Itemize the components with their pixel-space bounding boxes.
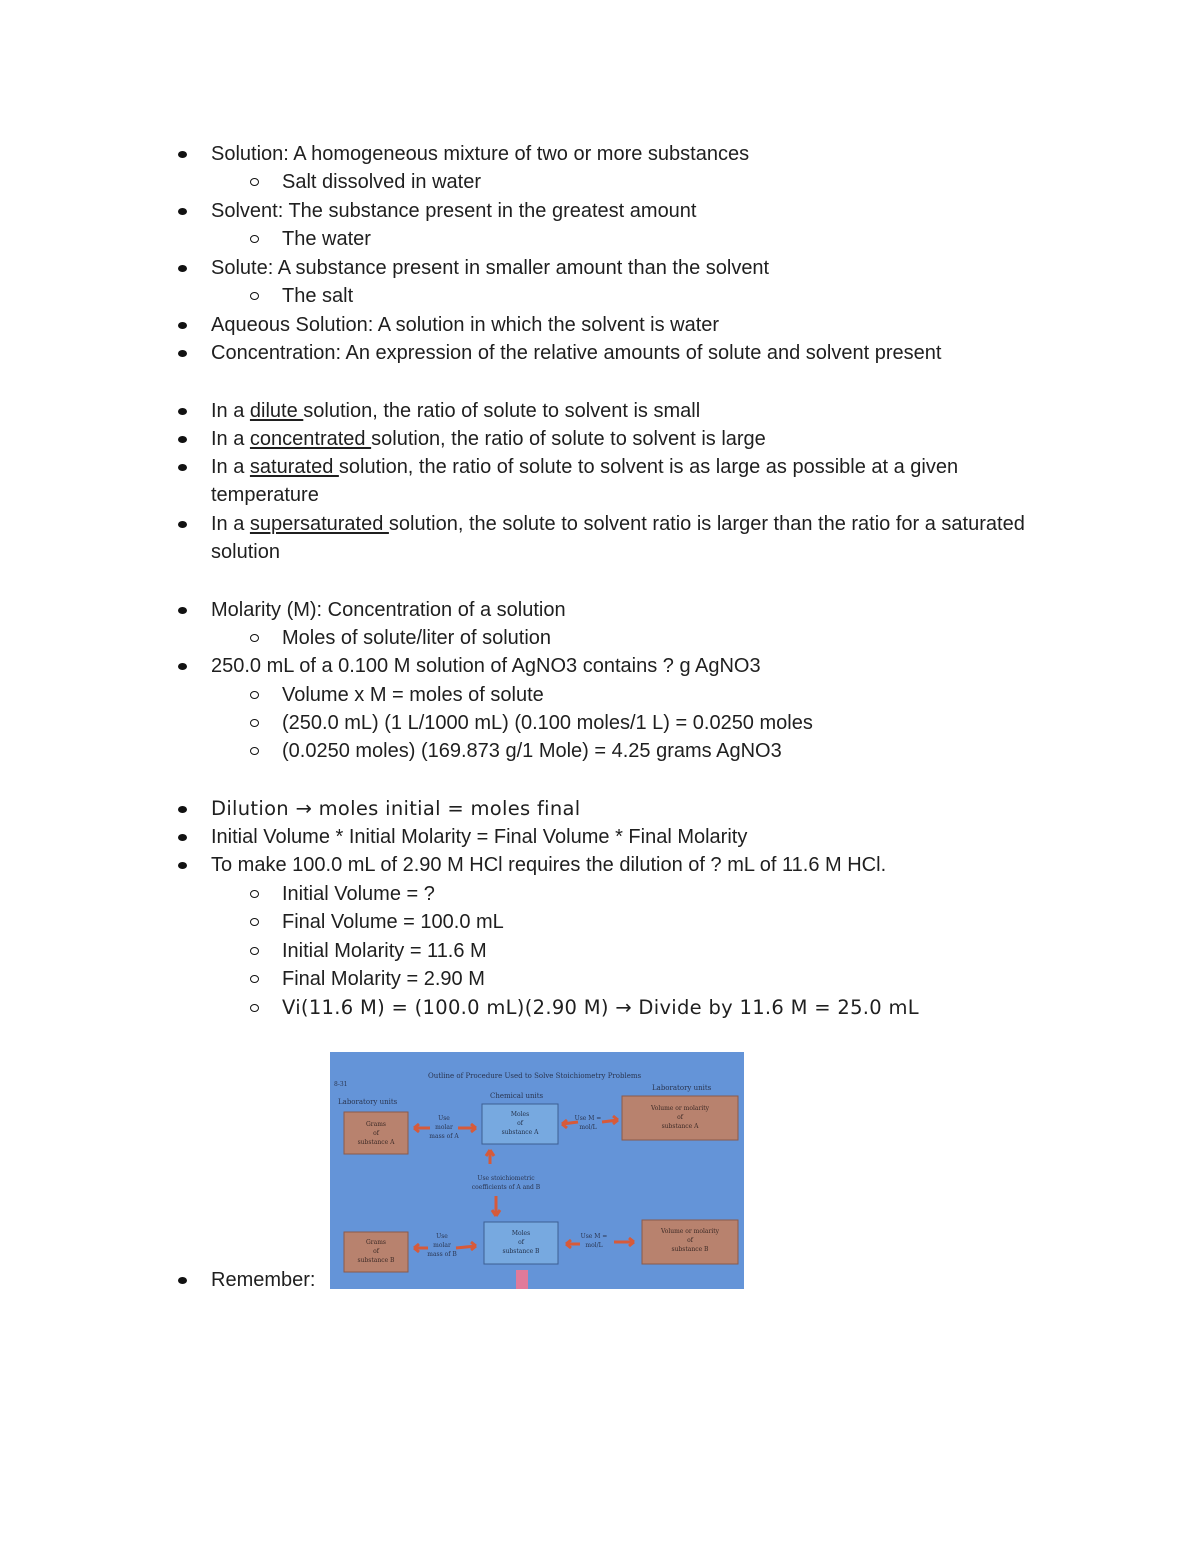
moles-a-line3: substance A: [501, 1129, 539, 1136]
bullet-dot: [178, 350, 187, 357]
stoichiometry-flowchart-image: [330, 1052, 744, 1289]
grams-a-line2: of: [373, 1130, 379, 1137]
dilution-formula: Initial Volume * Initial Molarity = Final Volume * Final Molarity: [211, 826, 748, 848]
bullet-dot: [178, 408, 187, 415]
agno3-problem: 250.0 mL of a 0.100 M solution of AgNO3 contains ? g AgNO3: [211, 655, 761, 677]
sub-bullet-circle: [250, 947, 259, 955]
bullet-dot: [178, 1277, 187, 1284]
sub-bullet-circle: [250, 634, 259, 642]
saturated-pre: In a: [211, 456, 250, 478]
concentration-definition: Concentration: An expression of the relative amounts of solute and solvent present: [211, 342, 942, 364]
grams-b-line2: of: [373, 1248, 379, 1255]
figure-title: Outline of Procedure Used to Solve Stoichiometry Problems: [428, 1072, 642, 1080]
sub-bullet-circle: [250, 1004, 259, 1012]
dilute-pre: In a: [211, 400, 250, 422]
sub-bullet-circle: [250, 918, 259, 926]
lab-units-left: Laboratory units: [338, 1098, 398, 1106]
molarity-units: Moles of solute/liter of solution: [282, 627, 552, 649]
agno3-step3: (0.0250 moles) (169.873 g/1 Mole) = 4.25 grams AgNO3: [282, 740, 782, 762]
aqueous-definition: Aqueous Solution: A solution in which the solvent is water: [211, 314, 720, 336]
bullet-dot: [178, 265, 187, 272]
sub-bullet-circle: [250, 235, 259, 243]
bullet-dot: [178, 663, 187, 670]
bullet-dot: [178, 607, 187, 614]
solute-example: The salt: [282, 285, 354, 307]
volume-b-line2: of: [687, 1237, 693, 1244]
figure-id: 8-31: [334, 1081, 348, 1088]
volume-a-line1: Volume or molarity: [650, 1105, 710, 1112]
sub-bullet-circle: [250, 178, 259, 186]
bullet-dot: [178, 208, 187, 215]
molar-mass-b-line2: molar: [433, 1242, 451, 1249]
solvent-example: The water: [282, 228, 371, 250]
bullet-dot: [178, 834, 187, 841]
remember-label: Remember:: [211, 1269, 316, 1291]
use-m-b-line2: mol/L: [585, 1242, 603, 1249]
final-volume: Final Volume = 100.0 mL: [282, 911, 504, 933]
volume-a-line3: substance A: [661, 1123, 699, 1130]
volume-b-line1: Volume or molarity: [660, 1228, 720, 1235]
final-molarity: Final Molarity = 2.90 M: [282, 968, 485, 990]
bullet-dot: [178, 151, 187, 158]
use-m-b-line1: Use M =: [580, 1233, 608, 1240]
dilution-rule: Dilution → moles initial = moles final: [211, 797, 581, 820]
dilution-solve: Vi(11.6 M) = (100.0 mL)(2.90 M) → Divide by 11.6 M = 25.0 mL: [282, 996, 919, 1019]
stoich-line2: coefficients of A and B: [471, 1184, 541, 1191]
bullet-dot: [178, 806, 187, 813]
initial-volume: Initial Volume = ?: [282, 883, 435, 905]
molar-mass-a-line3: mass of A: [429, 1133, 459, 1140]
supersaturated-pre: In a: [211, 513, 250, 535]
sub-bullet-circle: [250, 890, 259, 898]
solution-example: Salt dissolved in water: [282, 171, 481, 193]
solute-definition: Solute: A substance present in smaller amount than the solvent: [211, 257, 770, 279]
supersaturated-sentence: [211, 510, 1031, 566]
molarity-definition: Molarity (M): Concentration of a solution: [211, 599, 566, 621]
moles-b-line3: substance B: [502, 1248, 540, 1255]
concentrated-term: concentrated: [249, 428, 372, 450]
bullet-dot: [178, 862, 187, 869]
agno3-step1: Volume x M = moles of solute: [282, 684, 544, 706]
agno3-step2: (250.0 mL) (1 L/1000 mL) (0.100 moles/1 L) = 0.0250 moles: [282, 712, 813, 734]
volume-b-line3: substance B: [671, 1246, 709, 1253]
moles-a-line1: Moles: [510, 1111, 530, 1118]
dilute-term: dilute: [249, 400, 304, 422]
bullet-dot: [178, 322, 187, 329]
use-m-a-line1: Use M =: [574, 1115, 602, 1122]
volume-a-line2: of: [677, 1114, 683, 1121]
pink-arrow-stub: [516, 1270, 528, 1289]
bullet-dot: [178, 521, 187, 528]
sub-bullet-circle: [250, 292, 259, 300]
grams-b-line3: substance B: [357, 1257, 395, 1264]
flowchart-svg: [330, 1052, 744, 1289]
sub-bullet-circle: [250, 691, 259, 699]
supersaturated-term: supersaturated: [249, 513, 389, 535]
saturated-sentence: [211, 453, 1031, 509]
dilute-post: solution, the ratio of solute to solvent is small: [303, 400, 701, 422]
sub-bullet-circle: [250, 747, 259, 755]
saturated-post: solution, the ratio of solute to solvent is as large as possible at a given temperature: [211, 456, 959, 506]
concentrated-sentence: [211, 425, 766, 453]
supersaturated-post: solution, the solute to solvent ratio is larger than the ratio for a saturated solution: [211, 513, 1025, 563]
molar-mass-a-line1: Use: [438, 1115, 450, 1122]
sub-bullet-circle: [250, 719, 259, 727]
bullet-dot: [178, 436, 187, 443]
hcl-problem: To make 100.0 mL of 2.90 M HCl requires the dilution of ? mL of 11.6 M HCl.: [211, 854, 887, 876]
moles-b-line2: of: [518, 1239, 524, 1246]
use-m-a-line2: mol/L: [579, 1124, 597, 1131]
concentrated-post: solution, the ratio of solute to solvent is large: [371, 428, 766, 450]
solvent-definition: Solvent: The substance present in the greatest amount: [211, 200, 697, 222]
grams-a-line1: Grams: [365, 1121, 387, 1128]
sub-bullet-circle: [250, 975, 259, 983]
initial-molarity: Initial Molarity = 11.6 M: [282, 940, 487, 962]
grams-a-line3: substance A: [357, 1139, 395, 1146]
concentrated-pre: In a: [211, 428, 250, 450]
solution-definition: Solution: A homogeneous mixture of two or more substances: [211, 143, 750, 165]
moles-b-line1: Moles: [511, 1230, 531, 1237]
moles-a-line2: of: [517, 1120, 523, 1127]
saturated-term: saturated: [249, 456, 339, 478]
stoich-line1: Use stoichiometric: [477, 1175, 535, 1182]
grams-b-line1: Grams: [365, 1239, 387, 1246]
chemical-units: Chemical units: [490, 1092, 544, 1100]
dilute-sentence: [211, 397, 700, 425]
molar-mass-b-line3: mass of B: [427, 1251, 457, 1258]
molar-mass-b-line1: Use: [436, 1233, 448, 1240]
lab-units-right: Laboratory units: [652, 1084, 712, 1092]
molar-mass-a-line2: molar: [435, 1124, 453, 1131]
bullet-dot: [178, 464, 187, 471]
